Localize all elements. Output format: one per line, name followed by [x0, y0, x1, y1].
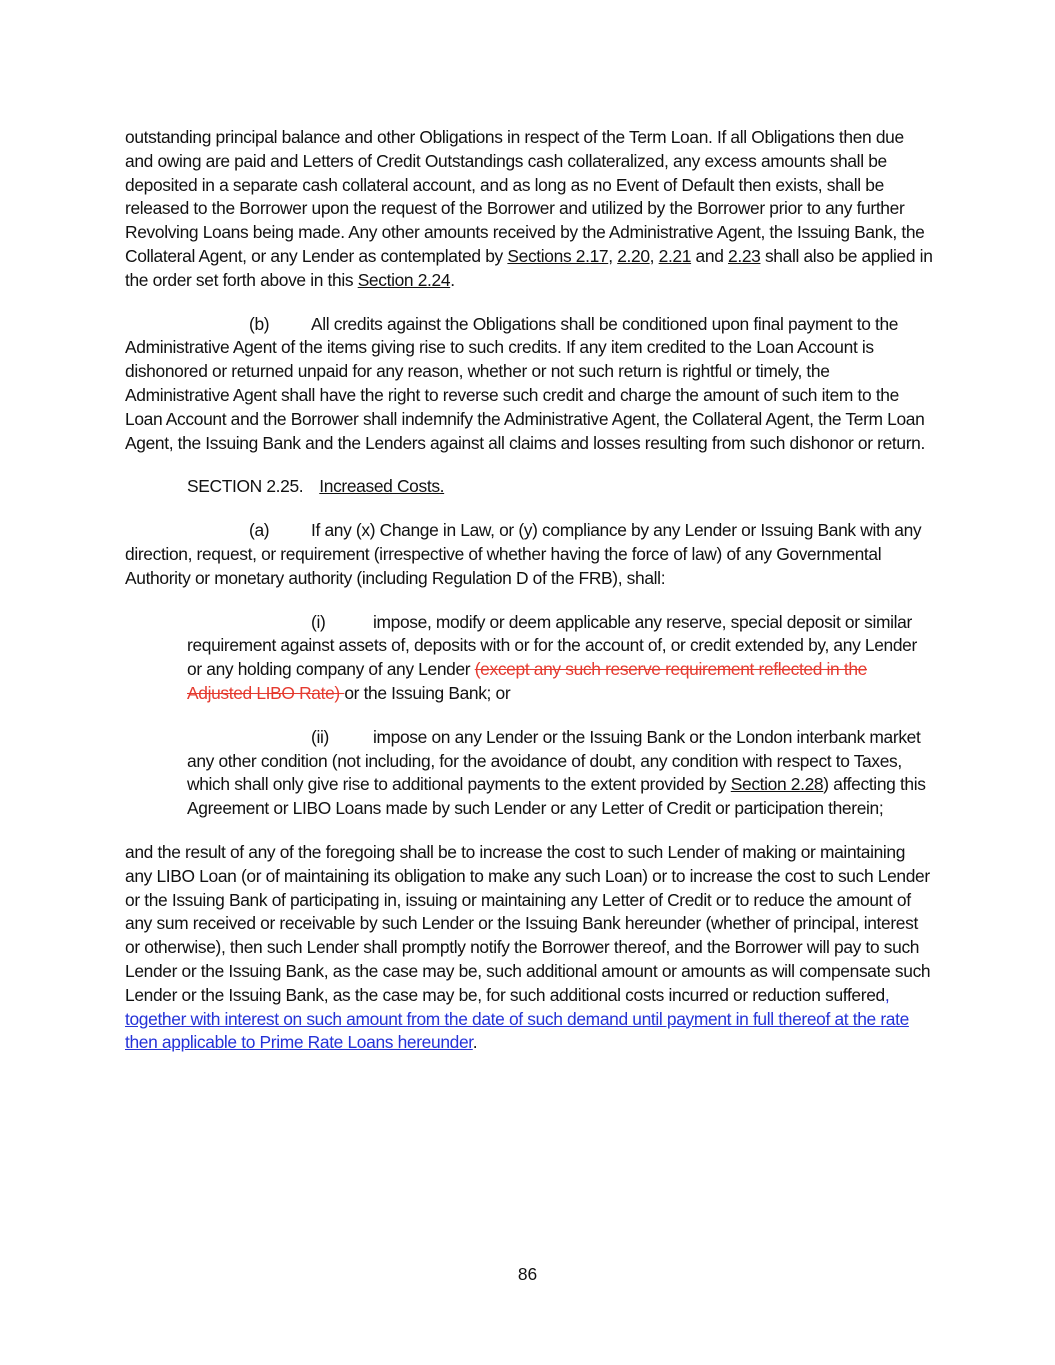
text-run: or the Issuing Bank; or: [344, 682, 511, 703]
text-run: ,: [649, 245, 659, 266]
section-title: Increased Costs.: [319, 476, 445, 497]
text-run: and: [691, 245, 729, 266]
inserted-text: , together with interest on such amount from the date of such demand until payment in full thereof at the rate then applicable to Prime Rate Loans hereunder: [125, 984, 909, 1053]
section-number: SECTION 2.25.: [187, 476, 304, 497]
text-run: and the result of any of the foregoing shall be to increase the cost to such Lender of making or maintaining any LIBO Loan (or of maintaining its obligation to make any such Loan) or to increase the cost to such Lender or the Issuing Bank of participating in, issuing or maintaining any Letter of Credit or to reduce the amount of any sum received or receivable by such Lender or the Issuing Bank hereunder (whether of principal, interest or otherwise), then such Lender shall promptly notify the Borrower thereof, and the Borrower will pay to such Lender or the Issuing Bank, as the case may be, such additional amount or amounts as will compensate such Lender or the Issuing Bank, as the case may be, for such additional costs incurred or reduction suffered: [125, 841, 931, 1005]
section-reference: Sections 2.17: [507, 245, 609, 266]
page-number: 86: [517, 1264, 538, 1284]
subparagraph-ii-other-condition: [125, 726, 935, 821]
text-run: impose on any Lender or the Issuing Bank or the London interbank market any other condition (not including, for the avoidance of doubt, any condition with respect to Taxes, which shall only give rise to additional payments to the extent provided by: [187, 726, 921, 795]
section-reference: Section 2.24: [357, 269, 451, 290]
clause-label: (a): [249, 520, 270, 541]
text-run: .: [450, 269, 455, 290]
paragraph-a-change-in-law: [125, 519, 935, 590]
clause-label: (i): [311, 611, 326, 632]
text-run: All credits against the Obligations shall be conditioned upon final payment to the Administrative Agent of the items giving rise to such credits. If any item credited to the Loan Account is dishonored or returned unpaid for any reason, whether or not such return is rightful or timely, the Administrative Agent shall have the right to reverse such credit and charge the amount of such item to the Loan Account and the Borrower shall indemnify the Administrative Agent, the Collateral Agent, the Term Loan Agent, the Issuing Bank and the Lenders against all claims and losses resulting from such dishonor or return.: [125, 313, 925, 453]
section-reference: Section 2.28: [730, 774, 824, 795]
clause-label: (b): [249, 313, 270, 334]
section-reference: 2.20: [617, 245, 650, 266]
text-run: outstanding principal balance and other Obligations in respect of the Term Loan. If all Obligations then due and owing are paid and Letters of Credit Outstandings cash collateralized, any excess amounts shall be deposited in a separate cash collateral account, and as long as no Event of Default then exists, shall be released to the Borrower upon the request of the Borrower and utilized by the Borrower prior to any further Revolving Loans being made. Any other amounts received by the Administrative Agent, the Issuing Bank, the Collateral Agent, or any Lender as contemplated by: [125, 127, 925, 266]
section-reference: 2.23: [728, 245, 761, 266]
paragraph-b-credits: [125, 313, 935, 456]
subparagraph-i-reserve: [125, 611, 935, 706]
section-reference: 2.21: [658, 245, 692, 266]
clause-label: (ii): [311, 726, 329, 747]
text-run: shall also be applied in the order set forth above in this: [125, 245, 933, 290]
text-run: impose, modify or deem applicable any reserve, special deposit or similar requirement against assets of, deposits with or for the account of, or credit extended by, any Lender or any holding company of any Lender: [187, 611, 917, 680]
text-run: .: [472, 1032, 478, 1053]
text-run: ,: [608, 245, 618, 266]
text-run: If any (x) Change in Law, or (y) compliance by any Lender or Issuing Bank with any direction, request, or requirement (irrespective of whether having the force of law) of any Governmental Authority or monetary authority (including Regulation D of the FRB), shall:: [125, 520, 922, 588]
paragraph-increased-cost-result: [125, 841, 935, 1055]
section-heading: [125, 475, 935, 499]
text-run: ) affecting this Agreement or LIBO Loans made by such Lender or any Letter of Credit or participation therein;: [187, 774, 926, 819]
document-page: [125, 126, 935, 1075]
deleted-text: (except any such reserve requirement reflected in the Adjusted LIBO Rate): [187, 659, 867, 703]
paragraph-term-loan-application: [125, 126, 935, 293]
